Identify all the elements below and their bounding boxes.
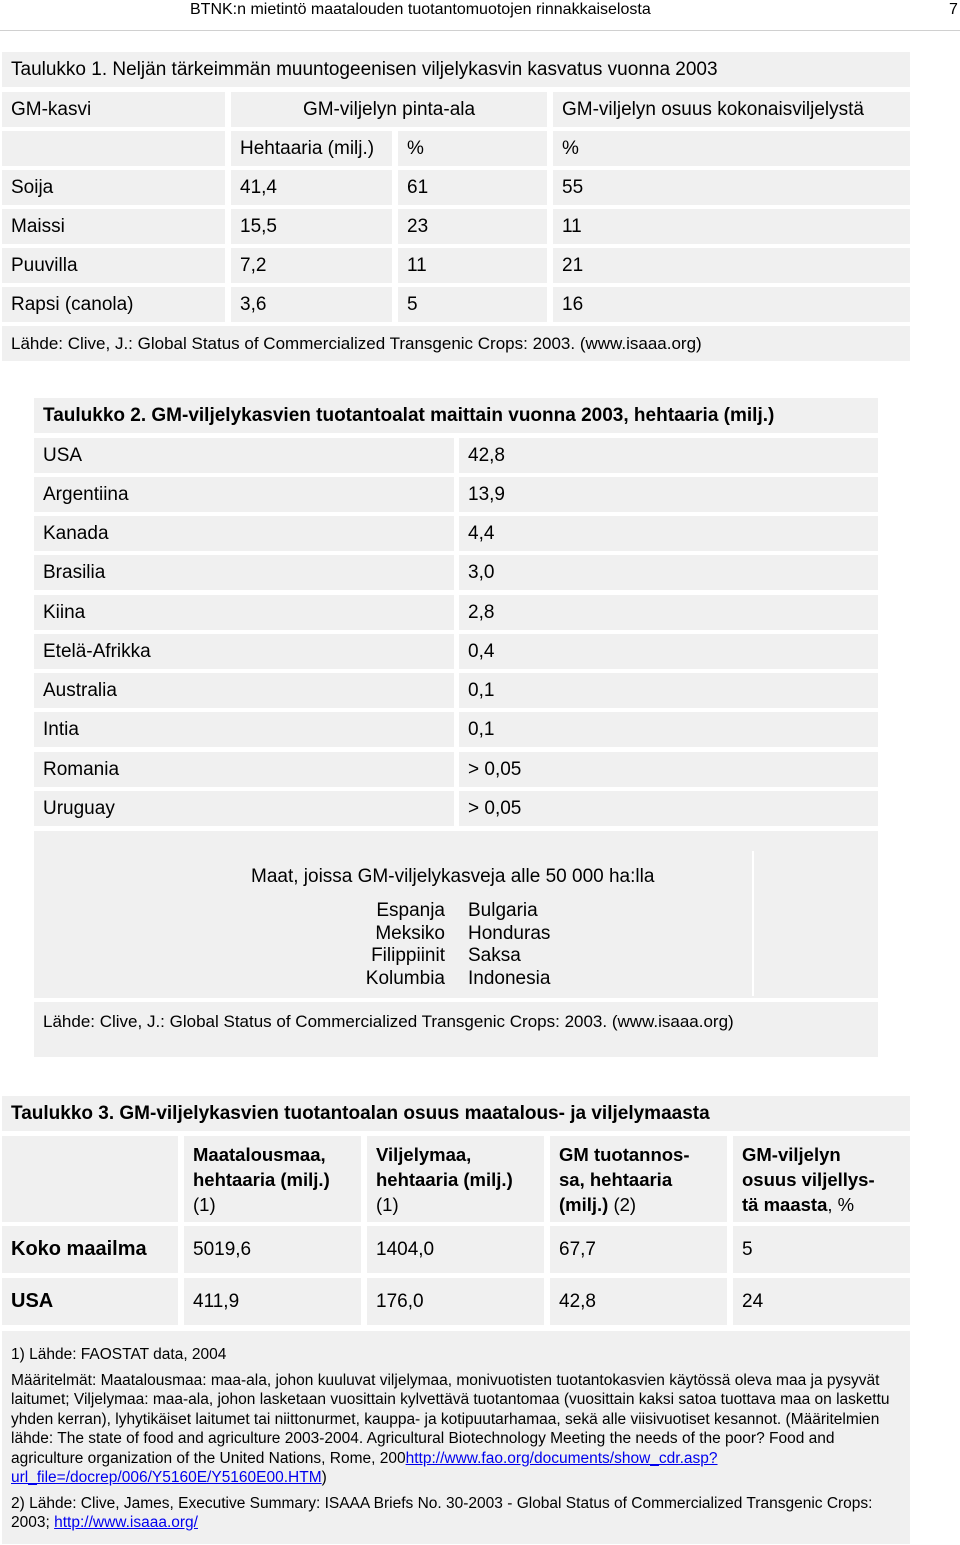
table-2-value: > 0,05 (459, 791, 878, 826)
table-3-header-cropland: Viljelymaa, hehtaaria (milj.) (1) (367, 1136, 544, 1222)
table-1-subheader-empty (2, 131, 225, 166)
table-1-cell: 7,2 (231, 248, 392, 283)
table-3-cell: 411,9 (184, 1278, 361, 1325)
table-2-country: Uruguay (34, 791, 454, 826)
table-3-row-label: Koko maailma (2, 1226, 178, 1273)
table-1-cell: 11 (553, 209, 910, 244)
table-1-header-share: GM-viljelyn osuus kokonaisviljelystä (553, 92, 910, 127)
table-1-cell: 23 (398, 209, 547, 244)
page-number: 7 (949, 1, 958, 18)
table-1-cell: 61 (398, 170, 547, 205)
table-3-cell: 24 (733, 1278, 910, 1325)
table-1-subheader-percent-share: % (553, 131, 910, 166)
table-3-title: Taulukko 3. GM-viljelykasvien tuotantoalan osuus maatalous- ja viljelymaasta (2, 1096, 910, 1131)
table-2-country: Etelä-Afrikka (34, 634, 454, 669)
table-2-country: Romania (34, 752, 454, 787)
table-1-title: Taulukko 1. Neljän tärkeimmän muuntogeenisen viljelykasvin kasvatus vuonna 2003 (2, 52, 910, 87)
table-3-cell: 5019,6 (184, 1226, 361, 1273)
table-1-header-crop: GM-kasvi (2, 92, 225, 127)
table-2-value: 2,8 (459, 595, 878, 630)
table-1-cell: 3,6 (231, 287, 392, 322)
table-2-country: Argentiina (34, 477, 454, 512)
table-1-cell: 55 (553, 170, 910, 205)
table-1-cell: 5 (398, 287, 547, 322)
table-3-header-agricultural-land: Maatalousmaa, hehtaaria (milj.) (1) (184, 1136, 361, 1222)
list-item: Filippiinit (371, 945, 445, 967)
table-2-country: USA (34, 438, 454, 473)
table-1-cell: Puuvilla (2, 248, 225, 283)
table-1-cell: 15,5 (231, 209, 392, 244)
fao-link[interactable]: http://www.fao.org/documents/show_cdr.asp?url_file=/docrep/006/Y5160E/Y5160E00.HTM (11, 1449, 718, 1486)
table-2-value: 0,4 (459, 634, 878, 669)
table-3-header-empty (2, 1136, 178, 1222)
table-2-country: Brasilia (34, 555, 454, 590)
table-2-value: 0,1 (459, 673, 878, 708)
divider (34, 998, 878, 1002)
table-3-cell: 42,8 (550, 1278, 727, 1325)
isaaa-link[interactable]: http://www.isaaa.org/ (54, 1514, 198, 1531)
table-1-cell: 41,4 (231, 170, 392, 205)
table-3-cell: 5 (733, 1226, 910, 1273)
table-2-value: 13,9 (459, 477, 878, 512)
table-1-cell: Maissi (2, 209, 225, 244)
table-2-country: Australia (34, 673, 454, 708)
list-item: Espanja (376, 900, 445, 921)
table-2-value: 0,1 (459, 712, 878, 747)
table-3-row-label: USA (2, 1278, 178, 1325)
footnote-2: 2) Lähde: Clive, James, Executive Summary: ISAAA Briefs No. 30-2003 - Global Status of Commercialized Transgenic Crops: 2003; http://www.isaaa.org/ (11, 1494, 873, 1531)
table-2-title: Taulukko 2. GM-viljelykasvien tuotantoalat maittain vuonna 2003, hehtaaria (milj.) (34, 398, 878, 433)
table-2-small-heading: Maat, joissa GM-viljelykasveja alle 50 000 ha:lla (251, 866, 655, 887)
page-header (0, 0, 960, 31)
list-item: Indonesia (468, 967, 551, 989)
table-2-value: 3,0 (459, 555, 878, 590)
table-2-value: 42,8 (459, 438, 878, 473)
footnote-1: 1) Lähde: FAOSTAT data, 2004 (11, 1346, 227, 1363)
list-item: Kolumbia (365, 967, 445, 989)
table-2-country: Intia (34, 712, 454, 747)
table-3-header-gm-production: GM tuotannos- sa, hehtaaria (milj.) (2) (550, 1136, 727, 1222)
table-2-country: Kiina (34, 595, 454, 630)
table-1-cell: Rapsi (canola) (2, 287, 225, 322)
table-1-header-area: GM-viljelyn pinta-ala (231, 92, 547, 127)
table-1-cell: Soija (2, 170, 225, 205)
table-2-small-right-list (468, 900, 668, 990)
table-1-cell: 16 (553, 287, 910, 322)
table-3-cell: 1404,0 (367, 1226, 544, 1273)
table-2-country: Kanada (34, 516, 454, 551)
table-2-value: 4,4 (459, 516, 878, 551)
table-2-source: Lähde: Clive, J.: Global Status of Commercialized Transgenic Crops: 2003. (www.isaaa.org) (43, 1012, 734, 1031)
list-item: Meksiko (375, 922, 445, 944)
table-3-header-gm-share: GM-viljelyn osuus viljellys- tä maasta, % (733, 1136, 910, 1222)
table-1-source: Lähde: Clive, J.: Global Status of Commercialized Transgenic Crops: 2003. (www.isaaa.org) (2, 326, 910, 361)
table-3-cell: 67,7 (550, 1226, 727, 1273)
list-item: Honduras (468, 922, 551, 944)
table-2-value: > 0,05 (459, 752, 878, 787)
table-1-cell: 21 (553, 248, 910, 283)
table-3-footnotes (2, 1331, 910, 1544)
divider (752, 851, 754, 996)
list-item: Bulgaria (468, 900, 538, 921)
table-3-cell: 176,0 (367, 1278, 544, 1325)
header-title: BTNK:n mietintö maatalouden tuotantomuotojen rinnakkaiselosta (190, 1, 651, 18)
list-item: Saksa (468, 945, 521, 967)
table-1-subheader-hectares: Hehtaaria (milj.) (231, 131, 392, 166)
definitions-text: Määritelmät: Maatalousmaa: maa-ala, johon kuuluvat viljelymaa, monivuotisten tuotantokasvien käytössä oleva maa ja pysyvät laitumet; Viljelymaa: maa-ala, johon lasketaan vuosittain kylvettävä tuotantomaa (vuosittain kaksi satoa tuottava maa on laskettu yhden kerran), lyhytikäiset laitumet tai niittonurmet, kauppa- ja kotipuutarhamaa, sekä alle viisivuotiset kesannot. (Määritelmien lähde: The state of food and agriculture 2003-2004. Agricultural Biotechnology Meeting the needs of the poor? Food and agriculture organization of the United Nations, Rome, 200http://www.fao.org/documents/show_cdr.asp?url_file=/docrep/006/Y5160E/Y5160E00.HTM) (11, 1371, 890, 1486)
table-2-small-left-list (300, 900, 445, 990)
table-1-subheader-percent: % (398, 131, 547, 166)
table-1-cell: 11 (398, 248, 547, 283)
